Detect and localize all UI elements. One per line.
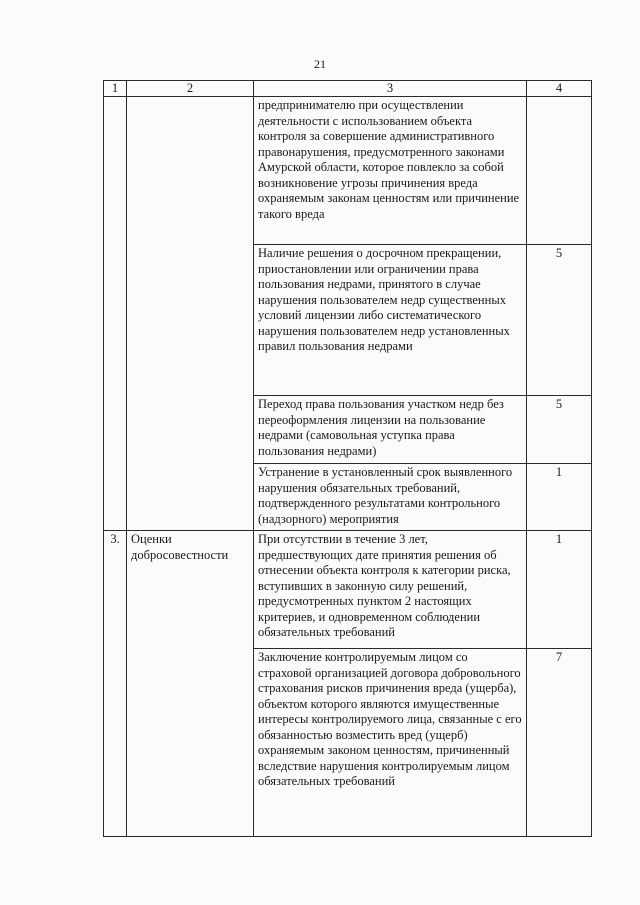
row-number <box>104 245 127 396</box>
header-col-3: 3 <box>254 81 527 97</box>
criterion-description: При отсутствии в течение 3 лет, предшествующих дате принятия решения об отнесении объекта контроля к категории риска, вступивших в законную силу решений, предусмотренных пунктом 2 настоящих критериев, и одновременном соблюдении обязательных требований <box>254 531 527 649</box>
table-row <box>104 464 592 531</box>
page-number: 21 <box>314 57 326 71</box>
header-col-2: 2 <box>127 81 254 97</box>
criterion-score: 1 <box>527 531 592 649</box>
criterion-description: предпринимателю при осуществлении деятельности с использованием объекта контроля за совершение административного правонарушения, предусмотренного законами Амурской области, которое повлекло за собой возникновение угрозы причинения вреда охраняемым законам ценностям или причинение такого вреда <box>254 97 527 245</box>
criterion-name <box>127 649 254 837</box>
criterion-score: 5 <box>527 245 592 396</box>
table-row <box>104 396 592 464</box>
row-number <box>104 396 127 464</box>
criterion-score: 5 <box>527 396 592 464</box>
criteria-table <box>103 80 592 837</box>
table-row <box>104 531 592 649</box>
table-row <box>104 97 592 245</box>
row-number <box>104 464 127 531</box>
criterion-score: 7 <box>527 649 592 837</box>
table-row <box>104 245 592 396</box>
row-number <box>104 97 127 245</box>
criterion-name <box>127 396 254 464</box>
criterion-description: Заключение контролируемым лицом со страховой организацией договора добровольного страхования рисков причинения вреда (ущерба), объектом которого являются имущественные интересы контролируемого лица, связанные с его обязанностью возместить вред (ущерб) охраняемым законом ценностям, причиненный вследствие нарушения контролируемым лицом обязательных требований <box>254 649 527 837</box>
row-number: 3. <box>104 531 127 649</box>
table-row <box>104 649 592 837</box>
criterion-name <box>127 245 254 396</box>
criterion-description: Наличие решения о досрочном прекращении, приостановлении или ограничении права пользования недрами, принятого в случае нарушения пользователем недр существенных условий лицензии либо систематического нарушения пользователем недр установленных правил пользования недрами <box>254 245 527 396</box>
criterion-name <box>127 464 254 531</box>
header-col-1: 1 <box>104 81 127 97</box>
criterion-name: Оценки добросовестности <box>127 531 254 649</box>
row-number <box>104 649 127 837</box>
criterion-name <box>127 97 254 245</box>
table-header-row <box>104 81 592 97</box>
header-col-4: 4 <box>527 81 592 97</box>
criterion-score: 1 <box>527 464 592 531</box>
criterion-description: Переход права пользования участком недр без переоформления лицензии на пользование недрами (самовольная уступка права пользования недрами) <box>254 396 527 464</box>
criterion-description: Устранение в установленный срок выявленного нарушения обязательных требований, подтвержденного результатами контрольного (надзорного) мероприятия <box>254 464 527 531</box>
criterion-score <box>527 97 592 245</box>
